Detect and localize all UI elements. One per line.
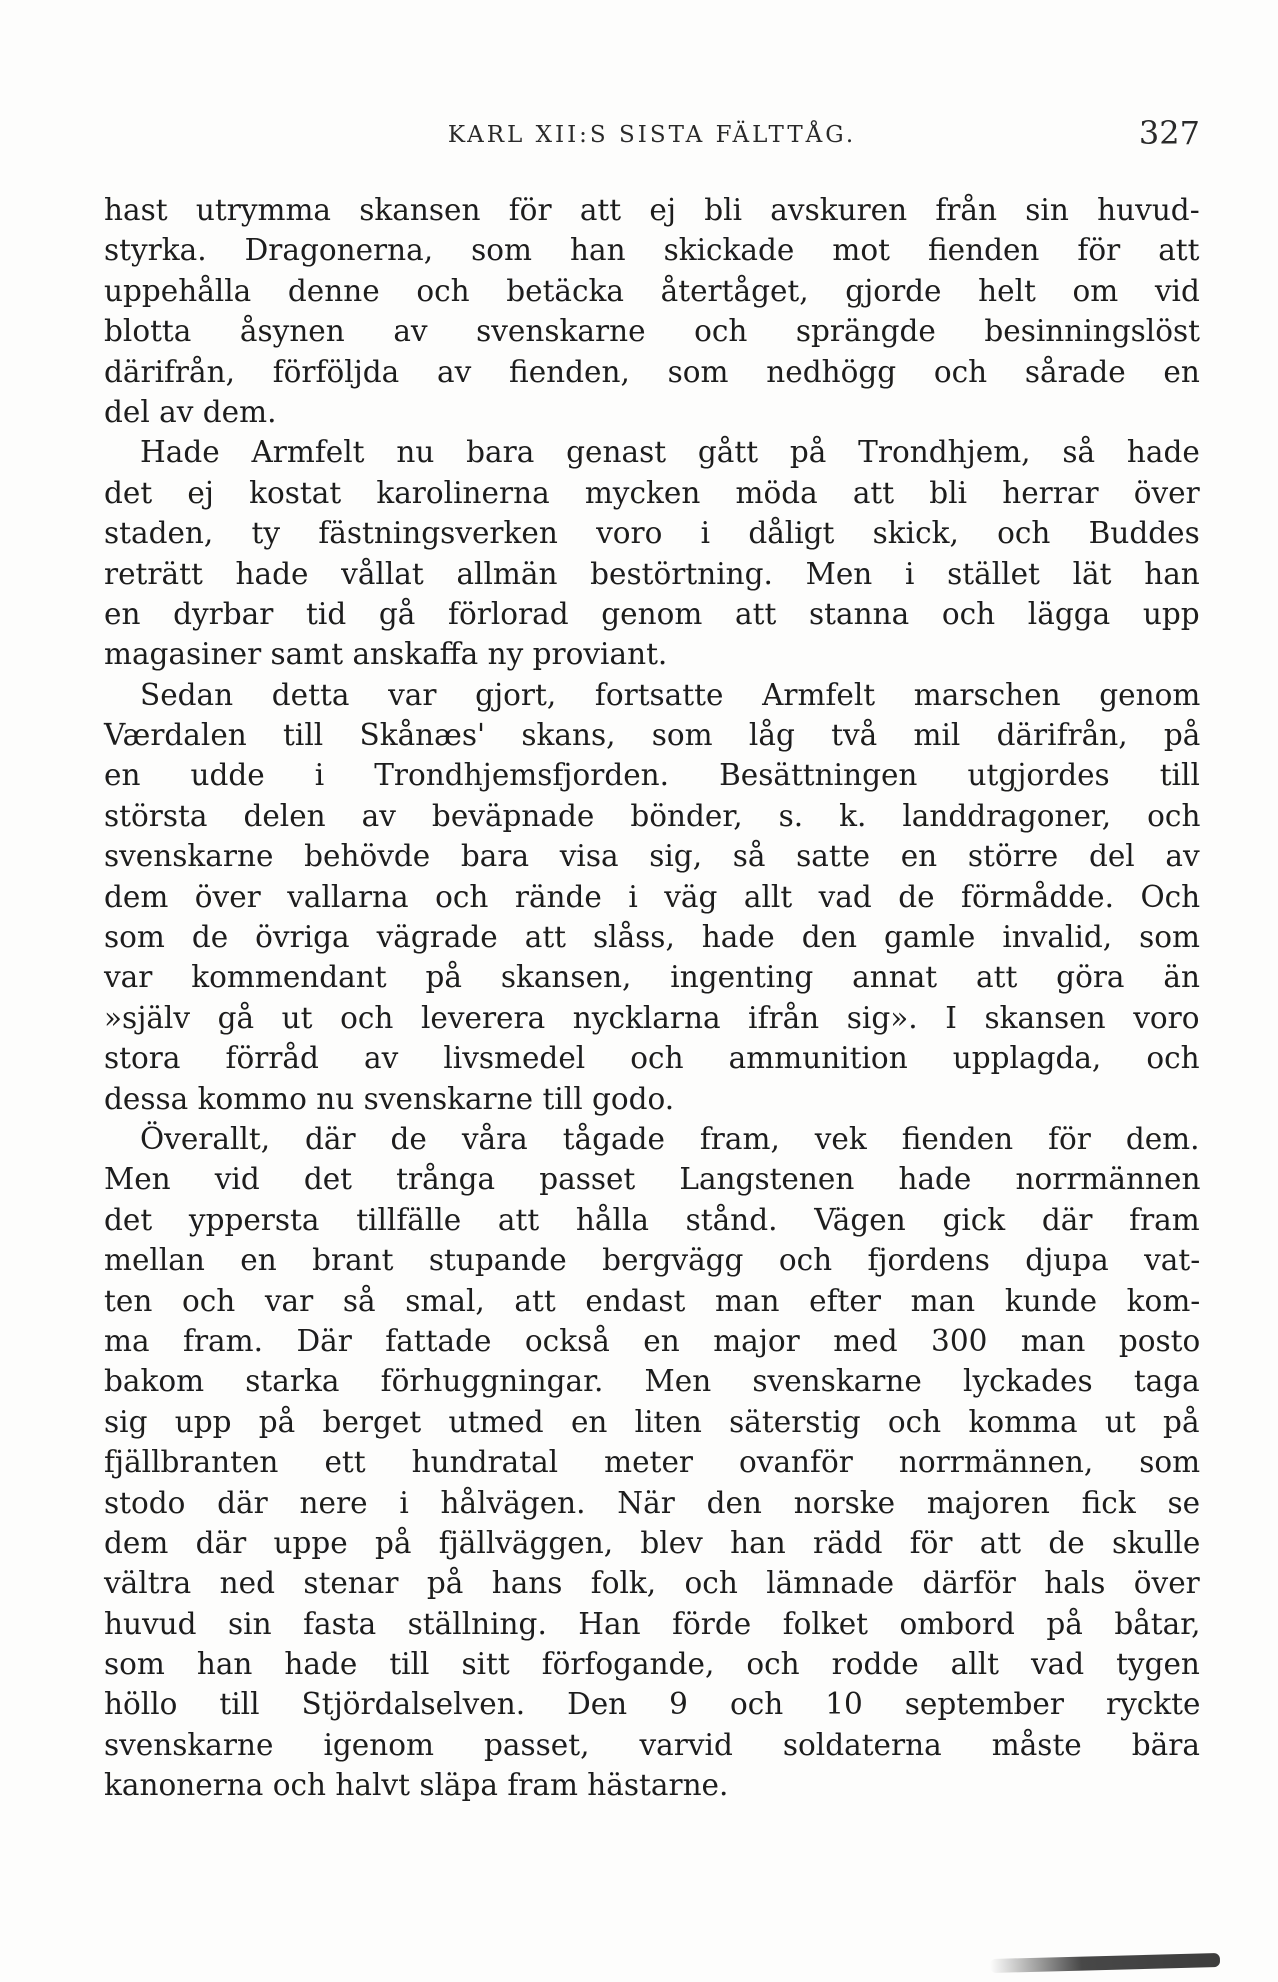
- text-line: huvud sin fasta ställning. Han förde folket ombord på båtar,: [104, 1606, 1201, 1641]
- text-line: Överallt, där de våra tågade fram, vek fienden för dem.: [140, 1121, 1200, 1156]
- text-line: det ej kostat karolinerna mycken möda att bli herrar över: [104, 475, 1200, 510]
- text-line: som han hade till sitt förfogande, och rodde allt vad tygen: [104, 1647, 1200, 1682]
- text-line: uppehålla denne och betäcka återtåget, gjorde helt om vid: [104, 273, 1200, 308]
- text-line: ma fram. Där fattade också en major med 300 man posto: [104, 1323, 1201, 1358]
- text-line: mellan en brant stupande bergvägg och fjordens djupa vat-: [104, 1243, 1201, 1278]
- text-line: magasiner samt anskaffa ny proviant.: [104, 637, 668, 672]
- text-line: styrka. Dragonerna, som han skickade mot fienden för att: [104, 233, 1200, 268]
- text-line: staden, ty fästningsverken voro i dåligt skick, och Buddes: [104, 516, 1200, 551]
- text-line: det yppersta tillfälle att hålla stånd. Vägen gick där fram: [104, 1202, 1200, 1237]
- text-line: stodo där nere i hålvägen. När den norske majoren fick se: [104, 1485, 1201, 1520]
- scan-smudge: [990, 1953, 1220, 1973]
- text-line: svenskarne igenom passet, varvid soldaterna måste bära: [104, 1727, 1200, 1762]
- text-line: ten och var så smal, att endast man efter man kunde kom-: [104, 1283, 1201, 1318]
- text-line: »själv gå ut och leverera nycklarna ifrån sig». I skansen voro: [104, 1000, 1200, 1035]
- text-line: var kommendant på skansen, ingenting annat att göra än: [104, 960, 1200, 995]
- text-line: sig upp på berget utmed en liten säterstig och komma ut på: [104, 1404, 1200, 1439]
- text-line: dessa kommo nu svenskarne till godo.: [104, 1081, 675, 1116]
- text-line: Værdalen till Skånæs' skans, som låg två mil därifrån, på: [104, 718, 1201, 753]
- text-line: del av dem.: [104, 394, 277, 429]
- text-line: kanonerna och halvt släpa fram hästarne.: [104, 1768, 729, 1803]
- page-number: 327: [1138, 114, 1200, 152]
- text-line: en dyrbar tid gå förlorad genom att stanna och lägga upp: [104, 596, 1200, 631]
- text-line: därifrån, förföljda av fienden, som nedhögg och sårade en: [104, 354, 1200, 389]
- text-line: en udde i Trondhjemsfjorden. Besättningen utgjordes till: [104, 758, 1200, 793]
- text-line: reträtt hade vållat allmän bestörtning. Men i stället lät han: [104, 556, 1200, 591]
- text-line: största delen av beväpnade bönder, s. k. landdragoner, och: [104, 798, 1201, 833]
- body-text: [104, 190, 1200, 1806]
- text-line: vältra ned stenar på hans folk, och lämnade därför hals över: [104, 1566, 1200, 1601]
- text-line: dem där uppe på fjällväggen, blev han rädd för att de skulle: [104, 1525, 1201, 1560]
- text-line: som de övriga vägrade att slåss, hade den gamle invalid, som: [104, 920, 1201, 955]
- text-line: höllo till Stjördalselven. Den 9 och 10 september ryckte: [104, 1687, 1201, 1722]
- text-line: svenskarne behövde bara visa sig, så satte en större del av: [104, 839, 1200, 874]
- text-line: Men vid det trånga passet Langstenen hade norrmännen: [104, 1162, 1201, 1197]
- text-line: fjällbranten ett hundratal meter ovanför norrmännen, som: [104, 1445, 1201, 1480]
- text-line: dem över vallarna och rände i väg allt vad de förmådde. Och: [104, 879, 1201, 914]
- text-line: Sedan detta var gjort, fortsatte Armfelt marschen genom: [140, 677, 1201, 712]
- text-line: bakom starka förhuggningar. Men svenskarne lyckades taga: [104, 1364, 1200, 1399]
- page-header: [104, 112, 1200, 162]
- text-line: hast utrymma skansen för att ej bli avskuren från sin huvud-: [104, 193, 1200, 227]
- text-line: stora förråd av livsmedel och ammunition upplagda, och: [104, 1041, 1200, 1076]
- text-line: blotta åsynen av svenskarne och sprängde besinningslöst: [104, 314, 1200, 349]
- running-head: KARL XII:S SISTA FÄLTTÅG.: [447, 122, 857, 148]
- text-line: Hade Armfelt nu bara genast gått på Trondhjem, så hade: [140, 435, 1200, 470]
